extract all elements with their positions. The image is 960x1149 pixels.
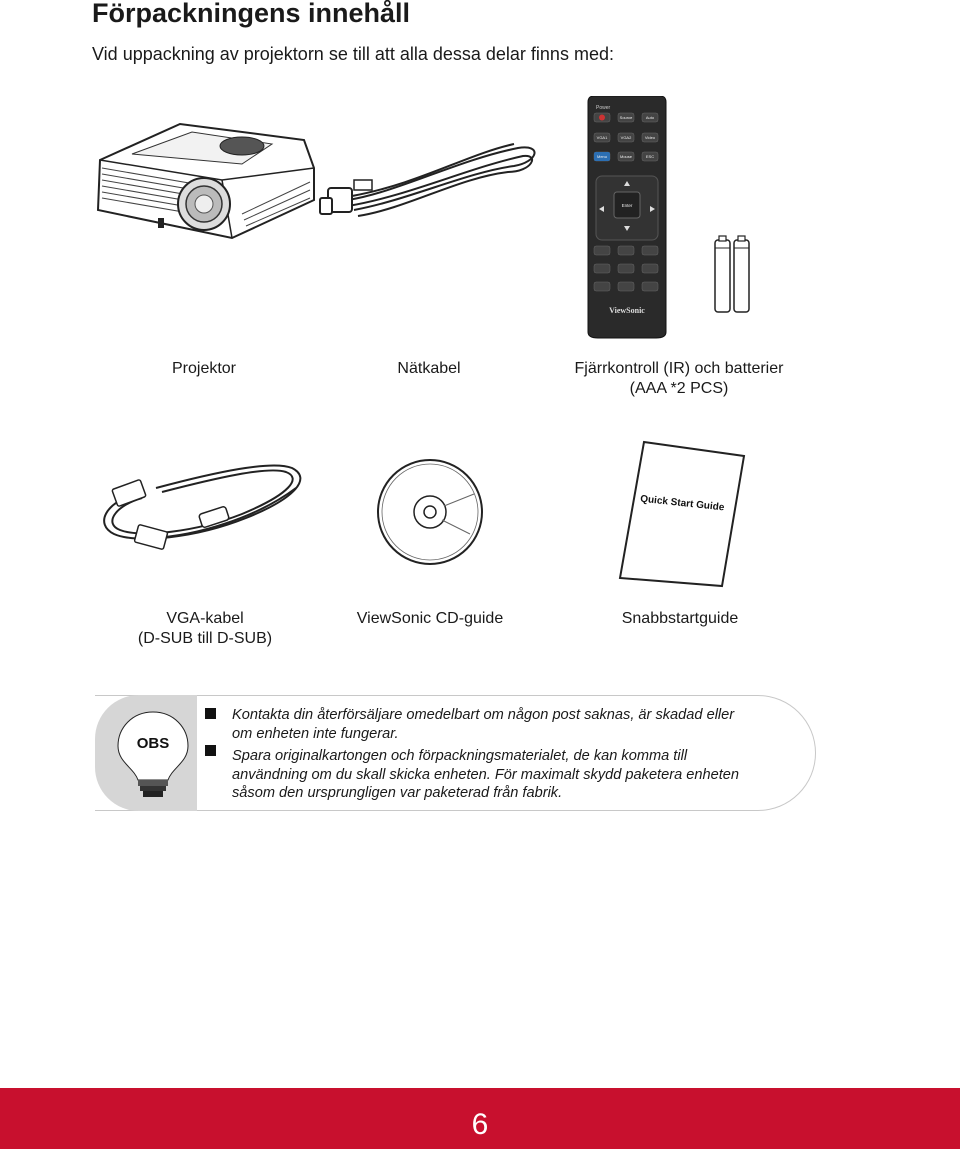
note-bullet-1: Kontakta din återförsäljare omedelbart om någon post saknas, är skadad eller om enheten inte fungerar. bbox=[232, 707, 735, 742]
page-subtitle: Vid uppackning av projektorn se till att alla dessa delar finns med: bbox=[92, 44, 614, 64]
obs-badge: OBS bbox=[136, 735, 170, 752]
projector-image bbox=[92, 118, 322, 250]
cd-image bbox=[374, 456, 486, 568]
remote-power-label: Power bbox=[596, 105, 611, 111]
remote-esc-label: ESC bbox=[645, 154, 655, 159]
power-cable-image bbox=[318, 140, 540, 236]
remote-enter-label: Enter bbox=[621, 203, 633, 208]
caption-cd-guide: ViewSonic CD-guide bbox=[356, 610, 504, 627]
quick-start-guide-text: Quick Start Guide bbox=[639, 493, 725, 514]
caption-remote: Fjärrkontroll (IR) och batterier (AAA *2 PCS) bbox=[574, 360, 784, 397]
bullet-marker-1 bbox=[205, 708, 216, 719]
note-bullet-2: Spara originalkartongen och förpackningsmaterialet, de kan komma till användning om du skall skicka enheten. För maximalt skydd paketera enheten såsom den ursprungligen var paketerad från fabrik. bbox=[232, 748, 740, 801]
page-number: 6 bbox=[471, 1108, 489, 1141]
caption-vga-cable: VGA-kabel (D-SUB till D-SUB) bbox=[137, 610, 273, 647]
remote-menu-label: Menu bbox=[596, 154, 608, 159]
remote-mouse-label: Mouse bbox=[619, 154, 633, 159]
remote-control-image bbox=[584, 96, 670, 340]
remote-vga1-label: VGA1 bbox=[596, 135, 608, 140]
remote-auto-label: Auto bbox=[645, 115, 655, 120]
caption-projector: Projektor bbox=[171, 360, 237, 377]
vga-cable-image bbox=[96, 458, 312, 562]
page-title: Förpackningens innehåll bbox=[92, 0, 411, 28]
remote-vga2-label: VGA2 bbox=[620, 135, 632, 140]
batteries-image bbox=[712, 234, 754, 314]
caption-power-cable: Nätkabel bbox=[397, 360, 461, 377]
bullet-marker-2 bbox=[205, 745, 216, 756]
remote-brand-label: ViewSonic bbox=[609, 306, 645, 315]
remote-video-label: Video bbox=[644, 135, 656, 140]
remote-source-label: Source bbox=[619, 115, 633, 120]
lightbulb-icon bbox=[114, 708, 192, 802]
caption-quick-start: Snabbstartguide bbox=[621, 610, 739, 627]
quick-start-guide-image bbox=[618, 440, 746, 588]
